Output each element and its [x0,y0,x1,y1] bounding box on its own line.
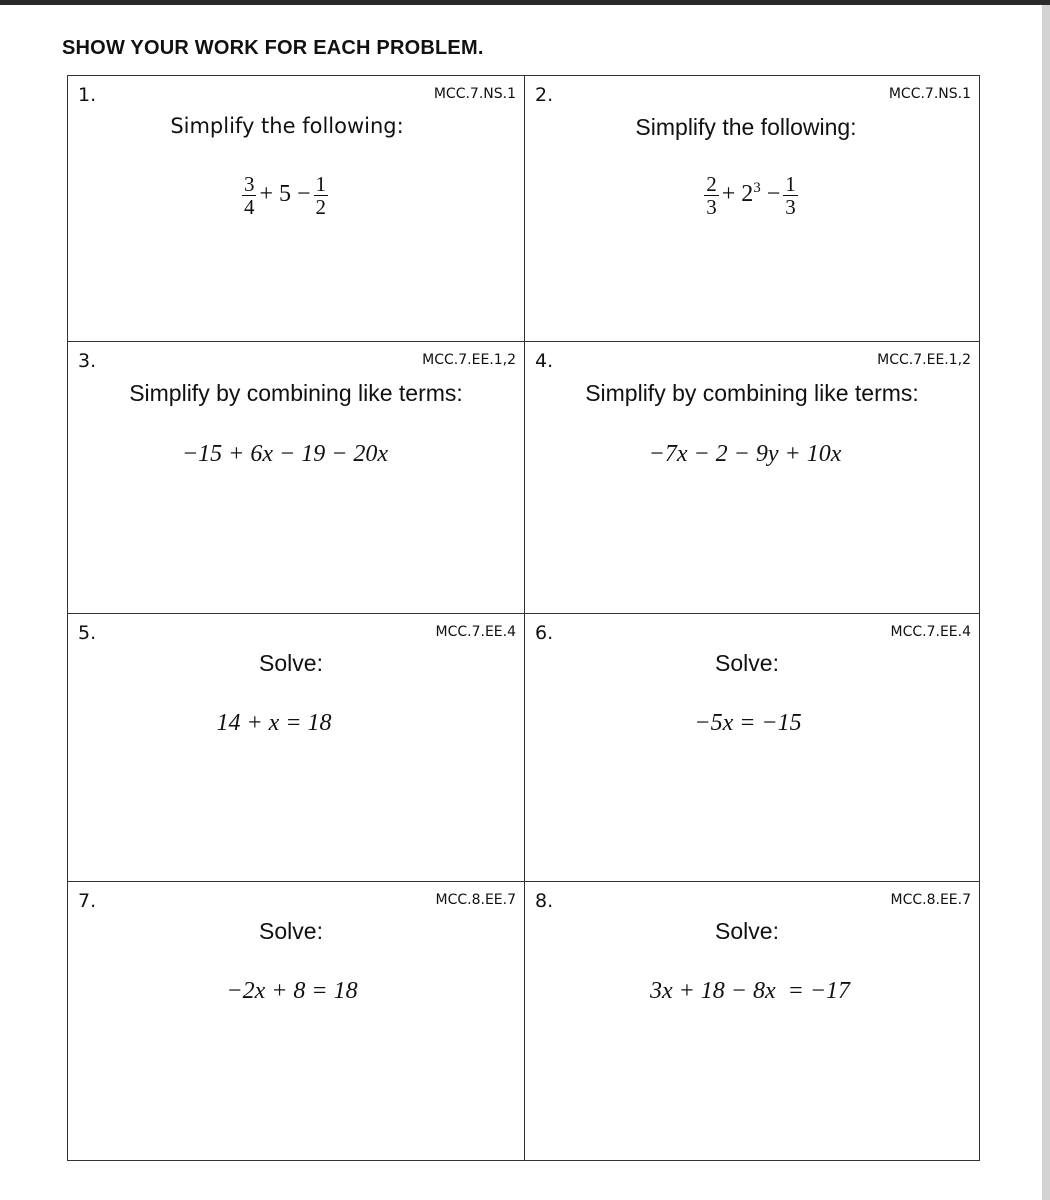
problem-instruction: Simplify the following: [635,114,857,140]
standard-code: MCC.8.EE.7 [890,892,971,908]
fraction: $\frac{3}{4}$ [243,172,255,219]
problem-instruction: Solve: [715,650,779,676]
right-scroll-edge [1042,5,1050,1200]
problem-instruction: Solve: [259,918,323,944]
standard-code: MCC.8.EE.7 [435,892,516,908]
problem-number: 5. [78,622,97,644]
problem-expression: 14 + x = 18 [216,710,332,736]
standard-code: MCC.7.EE.4 [435,624,516,640]
problem-cell-4[interactable] [525,342,979,613]
problem-expression: −7x − 2 − 9y + 10x [648,441,842,467]
problem-cell-5[interactable] [68,614,524,881]
standard-code: MCC.7.EE.1,2 [422,352,516,368]
standard-code: MCC.7.NS.1 [888,86,971,102]
fraction: $\frac{1}{2}$ [315,172,327,219]
problem-cell-8[interactable] [525,882,979,1160]
standard-code: MCC.7.EE.1,2 [877,352,971,368]
problem-instruction: Simplify by combining like terms: [129,380,463,406]
problem-cell-6[interactable] [525,614,979,881]
problem-grid [67,75,980,1161]
problem-number: 7. [78,890,97,912]
problem-instruction: Solve: [259,650,323,676]
problem-expression: $\frac{2}{3}$ + $2^3$ − $\frac{1}{3}$ [706,172,796,219]
problem-number: 8. [535,890,554,912]
top-border-bar [0,0,1050,5]
problem-number: 2. [535,84,554,106]
problem-expression: −5x = −15 [694,710,802,736]
problem-expression: −2x + 8 = 18 [226,978,358,1004]
problem-number: 4. [535,350,554,372]
problem-cell-2[interactable] [525,76,979,341]
problem-instruction: Simplify the following: [170,114,404,138]
problem-instruction: Solve: [715,918,779,944]
problem-cell-3[interactable] [68,342,524,613]
standard-code: MCC.7.EE.4 [890,624,971,640]
fraction: $\frac{1}{3}$ [785,172,796,219]
standard-code: MCC.7.NS.1 [433,86,516,102]
problem-number: 1. [78,84,97,106]
fraction: $\frac{2}{3}$ [706,172,717,219]
problem-expression: −15 + 6x − 19 − 20x [181,441,389,467]
problem-cell-1[interactable] [68,76,524,341]
problem-number: 6. [535,622,554,644]
problem-cell-7[interactable] [68,882,524,1160]
problem-expression: 3x + 18 − 8x = −17 [649,978,851,1004]
problem-instruction: Simplify by combining like terms: [585,380,919,406]
page-title: SHOW YOUR WORK FOR EACH PROBLEM. [62,37,484,59]
problem-number: 3. [78,350,97,372]
problem-expression: $\frac{3}{4}$ + 5 − $\frac{1}{2}$ [243,172,327,219]
